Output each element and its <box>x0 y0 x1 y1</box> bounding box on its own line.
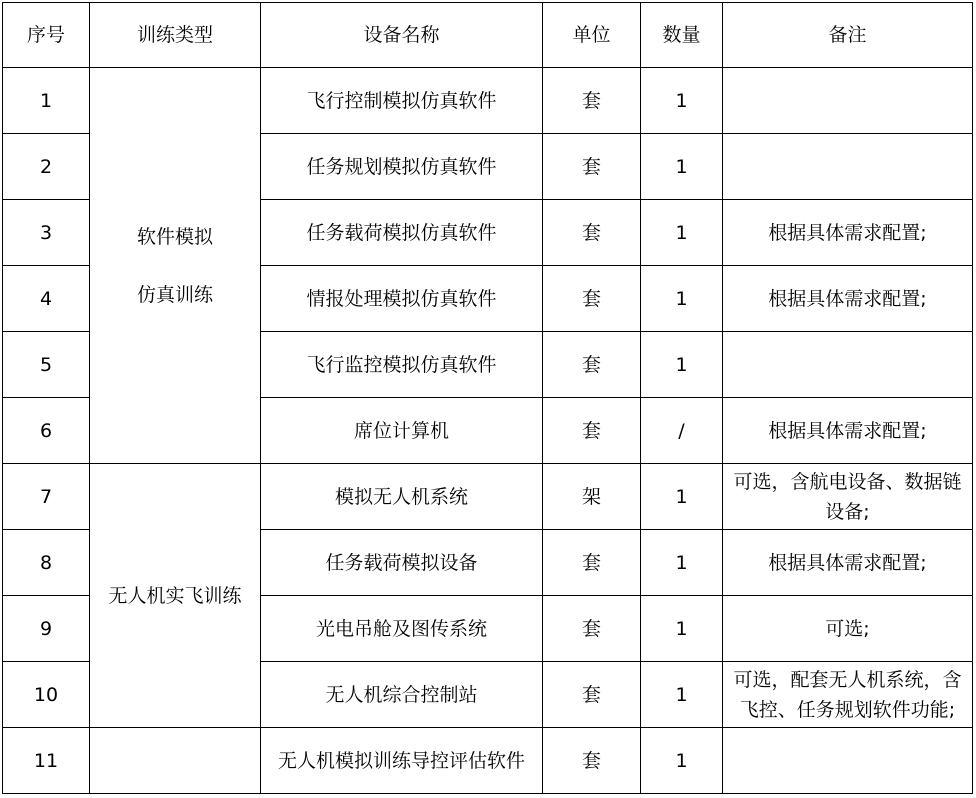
cell-qty: 1 <box>641 200 723 266</box>
cell-seq: 5 <box>3 332 90 398</box>
cell-note <box>723 332 973 398</box>
cell-qty: 1 <box>641 596 723 662</box>
cell-unit: 套 <box>543 200 641 266</box>
cell-name: 情报处理模拟仿真软件 <box>261 266 543 332</box>
cell-name: 席位计算机 <box>261 398 543 464</box>
cell-unit: 套 <box>543 530 641 596</box>
cell-note: 根据具体需求配置; <box>723 398 973 464</box>
header-seq: 序号 <box>3 3 90 68</box>
type-software <box>137 208 213 324</box>
table-row <box>3 464 973 530</box>
cell-seq: 10 <box>3 662 90 728</box>
cell-seq: 11 <box>3 728 90 794</box>
cell-seq: 6 <box>3 398 90 464</box>
cell-note: 可选，配套无人机系统，含飞控、任务规划软件功能; <box>723 662 973 728</box>
cell-qty: 1 <box>641 266 723 332</box>
cell-qty: 1 <box>641 464 723 530</box>
header-row <box>3 3 973 68</box>
cell-unit: 架 <box>543 464 641 530</box>
cell-seq: 7 <box>3 464 90 530</box>
cell-name: 无人机综合控制站 <box>261 662 543 728</box>
cell-note <box>723 134 973 200</box>
cell-seq: 4 <box>3 266 90 332</box>
cell-unit: 套 <box>543 68 641 134</box>
cell-unit: 套 <box>543 398 641 464</box>
header-unit: 单位 <box>543 3 641 68</box>
cell-note: 可选; <box>723 596 973 662</box>
cell-note <box>723 68 973 134</box>
header-qty: 数量 <box>641 3 723 68</box>
cell-name: 任务载荷模拟设备 <box>261 530 543 596</box>
cell-seq: 3 <box>3 200 90 266</box>
cell-unit: 套 <box>543 728 641 794</box>
cell-unit: 套 <box>543 596 641 662</box>
cell-type-software <box>90 68 261 464</box>
cell-name: 光电吊舱及图传系统 <box>261 596 543 662</box>
header-type: 训练类型 <box>90 3 261 68</box>
cell-note: 根据具体需求配置; <box>723 530 973 596</box>
cell-qty: 1 <box>641 662 723 728</box>
cell-qty: 1 <box>641 332 723 398</box>
cell-unit: 套 <box>543 332 641 398</box>
cell-qty: / <box>641 398 723 464</box>
type-real-flight: 无人机实飞训练 <box>108 584 242 607</box>
cell-name: 飞行控制模拟仿真软件 <box>261 68 543 134</box>
cell-seq: 2 <box>3 134 90 200</box>
cell-qty: 1 <box>641 530 723 596</box>
cell-name: 无人机模拟训练导控评估软件 <box>261 728 543 794</box>
cell-note: 可选，含航电设备、数据链设备; <box>723 464 973 530</box>
cell-note <box>723 728 973 794</box>
cell-seq: 8 <box>3 530 90 596</box>
cell-qty: 1 <box>641 728 723 794</box>
table-row <box>3 728 973 794</box>
cell-type-real-flight <box>90 464 261 728</box>
cell-qty: 1 <box>641 68 723 134</box>
type-software-line1: 软件模拟 <box>136 225 213 248</box>
cell-note: 根据具体需求配置; <box>723 200 973 266</box>
cell-name: 任务载荷模拟仿真软件 <box>261 200 543 266</box>
cell-qty: 1 <box>641 134 723 200</box>
cell-unit: 套 <box>543 134 641 200</box>
equipment-table <box>2 2 973 794</box>
cell-unit: 套 <box>543 266 641 332</box>
cell-name: 飞行监控模拟仿真软件 <box>261 332 543 398</box>
cell-name: 模拟无人机系统 <box>261 464 543 530</box>
cell-seq: 9 <box>3 596 90 662</box>
cell-unit: 套 <box>543 662 641 728</box>
cell-seq: 1 <box>3 68 90 134</box>
table-row <box>3 68 973 134</box>
header-note: 备注 <box>723 3 973 68</box>
header-name: 设备名称 <box>261 3 543 68</box>
type-software-line2: 仿真训练 <box>136 283 213 306</box>
cell-type-empty <box>90 728 261 794</box>
cell-note: 根据具体需求配置; <box>723 266 973 332</box>
cell-name: 任务规划模拟仿真软件 <box>261 134 543 200</box>
